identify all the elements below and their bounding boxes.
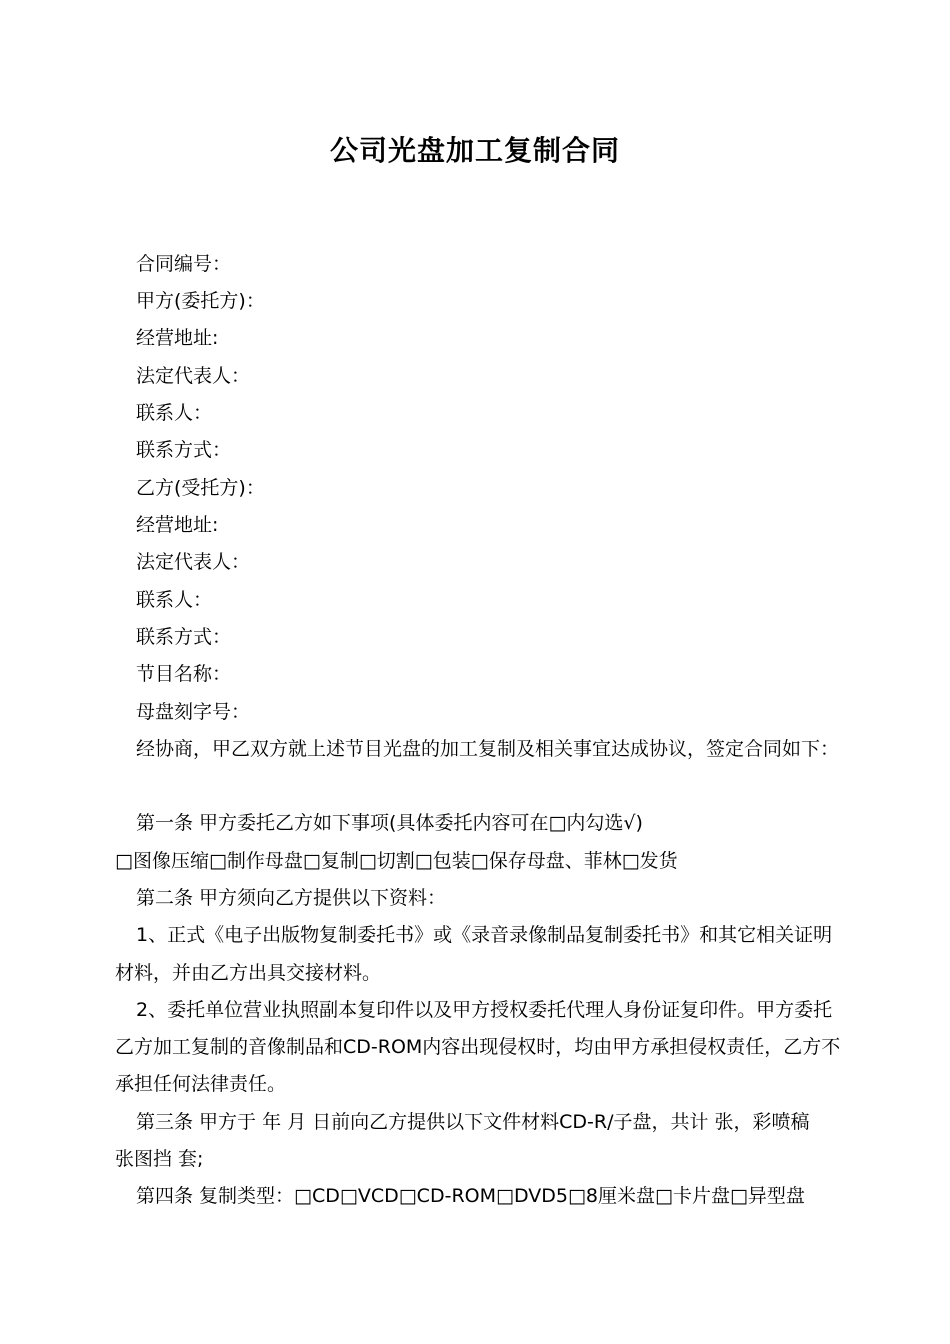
field-party-a-contact-method: 联系方式：: [136, 439, 232, 461]
article-2-item-1-line-1: 1、正式《电子出版物复制委托书》或《录音录像制品复制委托书》和其它相关证明: [136, 924, 833, 946]
article-2-item-2-line-3: 承担任何法律责任。: [115, 1073, 287, 1095]
field-party-b-contact: 联系人：: [136, 589, 213, 611]
intro-paragraph: 经协商，甲乙双方就上述节目光盘的加工复制及相关事宜达成协议，签定合同如下：: [136, 738, 840, 760]
field-party-a-legal-rep: 法定代表人：: [136, 365, 251, 387]
article-3-line-2: 张图挡 套;: [115, 1148, 204, 1170]
field-party-b-address: 经营地址:: [136, 514, 219, 536]
article-3-line-1: 第三条 甲方于 年 月 日前向乙方提供以下文件材料CD-R/子盘，共计 张，彩喷稿: [136, 1111, 810, 1133]
field-party-b-contact-method: 联系方式：: [136, 626, 232, 648]
field-party-a-contact: 联系人：: [136, 402, 213, 424]
field-program-name: 节目名称：: [136, 663, 232, 685]
field-party-a-address: 经营地址:: [136, 327, 219, 349]
field-party-a: 甲方(委托方)：: [136, 290, 265, 312]
field-master-disc-code: 母盘刻字号：: [136, 701, 251, 723]
field-contract-number: 合同编号：: [136, 253, 232, 275]
field-party-b-legal-rep: 法定代表人：: [136, 551, 251, 573]
article-1-options: □图像压缩□制作母盘□复制□切割□包装□保存母盘、菲林□发货: [115, 850, 678, 872]
field-party-b: 乙方(受托方)：: [136, 477, 265, 499]
article-2-item-1-line-2: 材料，并由乙方出具交接材料。: [115, 962, 382, 984]
document-title: 公司光盘加工复制合同: [329, 134, 620, 167]
article-2-item-2-line-2: 乙方加工复制的音像制品和CD-ROM内容出现侵权时，均由甲方承担侵权责任，乙方不: [115, 1036, 841, 1058]
article-4: 第四条 复制类型：□CD□VCD□CD-ROM□DVD5□8厘米盘□卡片盘□异型盘: [136, 1185, 805, 1207]
article-1-heading: 第一条 甲方委托乙方如下事项(具体委托内容可在□内勾选√): [136, 812, 643, 834]
article-2-heading: 第二条 甲方须向乙方提供以下资料：: [136, 887, 447, 909]
article-2-item-2-line-1: 2、委托单位营业执照副本复印件以及甲方授权委托代理人身份证复印件。甲方委托: [136, 999, 833, 1021]
